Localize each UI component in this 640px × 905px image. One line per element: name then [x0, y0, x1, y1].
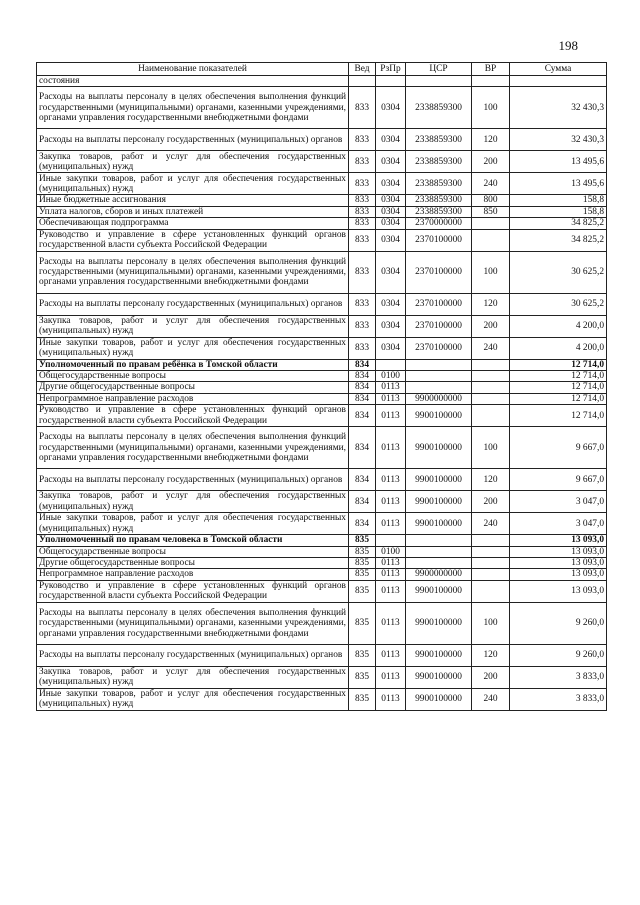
cell-sum: 34 825,2: [510, 229, 607, 251]
table-row: [37, 558, 607, 569]
cell-vr: 100: [472, 427, 510, 469]
cell-name: Иные закупки товаров, работ и услуг для обеспечения государственных (муниципальных) нужд: [37, 337, 349, 359]
cell-ved: 833: [349, 87, 376, 129]
cell-sum: 4 200,0: [510, 337, 607, 359]
cell-csr: 9900100000: [406, 405, 472, 427]
cell-name: Закупка товаров, работ и услуг для обеспечения государственных (муниципальных) нужд: [37, 491, 349, 513]
cell-csr: [406, 558, 472, 569]
cell-name: Другие общегосударственные вопросы: [37, 382, 349, 393]
cell-sum: 13 495,6: [510, 173, 607, 195]
cell-sum: 32 430,3: [510, 129, 607, 151]
cell-vr: [472, 546, 510, 557]
cell-csr: 2338859300: [406, 206, 472, 217]
cell-ved: 833: [349, 151, 376, 173]
cell-ved: 833: [349, 251, 376, 293]
cell-name: Руководство и управление в сфере установленных функций органов государственной власти субъекта Российской Федерации: [37, 229, 349, 251]
cell-sum: 9 260,0: [510, 602, 607, 644]
cell-vr: 200: [472, 151, 510, 173]
cell-csr: 9900000000: [406, 393, 472, 404]
cell-rzpr: 0113: [376, 569, 406, 580]
cell-sum: 12 714,0: [510, 393, 607, 404]
cell-sum: 158,8: [510, 195, 607, 206]
cell-name: Закупка товаров, работ и услуг для обеспечения государственных (муниципальных) нужд: [37, 151, 349, 173]
cell-csr: 2370100000: [406, 293, 472, 315]
cell-csr: [406, 371, 472, 382]
cell-rzpr: 0113: [376, 666, 406, 688]
header-vr: ВР: [472, 63, 510, 76]
cell-ved: 834: [349, 469, 376, 491]
cell-vr: 100: [472, 251, 510, 293]
table-row: [37, 569, 607, 580]
cell-csr: 9900100000: [406, 580, 472, 602]
budget-table: [36, 62, 607, 711]
cell-ved: 833: [349, 129, 376, 151]
cell-sum: 12 714,0: [510, 405, 607, 427]
table-row: [37, 405, 607, 427]
cell-vr: 240: [472, 688, 510, 710]
cell-csr: 9900100000: [406, 491, 472, 513]
cell-rzpr: 0304: [376, 87, 406, 129]
cell-sum: 158,8: [510, 206, 607, 217]
cell-vr: 200: [472, 666, 510, 688]
cell-csr: 9900100000: [406, 688, 472, 710]
table-row: [37, 393, 607, 404]
cell-rzpr: [376, 359, 406, 370]
cell-rzpr: 0113: [376, 644, 406, 666]
cell-sum: 12 714,0: [510, 371, 607, 382]
cell-csr: [406, 382, 472, 393]
cell-ved: 834: [349, 427, 376, 469]
cell-vr: [472, 76, 510, 87]
cell-name: Уполномоченный по правам человека в Томской области: [37, 535, 349, 546]
cell-sum: 3 047,0: [510, 513, 607, 535]
cell-name: Руководство и управление в сфере установленных функций органов государственной власти субъекта Российской Федерации: [37, 405, 349, 427]
header-name: Наименование показателей: [37, 63, 349, 76]
cell-name: Расходы на выплаты персоналу в целях обеспечения выполнения функций государственными (муниципальными) органами, казенными учреждениями, органами управления государственными внебюджетными фондами: [37, 87, 349, 129]
cell-ved: 833: [349, 173, 376, 195]
cell-ved: 833: [349, 218, 376, 229]
cell-name: Расходы на выплаты персоналу государственных (муниципальных) органов: [37, 469, 349, 491]
cell-name: Иные закупки товаров, работ и услуг для обеспечения государственных (муниципальных) нужд: [37, 688, 349, 710]
cell-sum: 3 047,0: [510, 491, 607, 513]
table-row: [37, 382, 607, 393]
table-body: [37, 76, 607, 711]
cell-rzpr: 0113: [376, 382, 406, 393]
cell-sum: 30 625,2: [510, 293, 607, 315]
cell-csr: 2370000000: [406, 218, 472, 229]
cell-csr: 2338859300: [406, 195, 472, 206]
cell-rzpr: 0304: [376, 251, 406, 293]
cell-rzpr: 0304: [376, 315, 406, 337]
cell-vr: [472, 580, 510, 602]
table-row: [37, 644, 607, 666]
header-rzpr: РзПр: [376, 63, 406, 76]
table-row: [37, 337, 607, 359]
header-csr: ЦСР: [406, 63, 472, 76]
table-row: [37, 151, 607, 173]
cell-vr: 100: [472, 602, 510, 644]
cell-ved: 835: [349, 602, 376, 644]
cell-sum: 3 833,0: [510, 666, 607, 688]
cell-name: Уполномоченный по правам ребёнка в Томской области: [37, 359, 349, 370]
cell-rzpr: 0100: [376, 371, 406, 382]
cell-vr: 120: [472, 129, 510, 151]
cell-vr: [472, 535, 510, 546]
cell-ved: 835: [349, 688, 376, 710]
cell-sum: [510, 76, 607, 87]
cell-csr: 2338859300: [406, 87, 472, 129]
cell-rzpr: 0113: [376, 427, 406, 469]
cell-sum: 13 495,6: [510, 151, 607, 173]
table-row: [37, 427, 607, 469]
cell-csr: 2338859300: [406, 129, 472, 151]
cell-vr: 240: [472, 173, 510, 195]
cell-name: Другие общегосударственные вопросы: [37, 558, 349, 569]
cell-rzpr: 0113: [376, 469, 406, 491]
cell-ved: 833: [349, 229, 376, 251]
cell-ved: 834: [349, 382, 376, 393]
cell-rzpr: 0100: [376, 546, 406, 557]
cell-rzpr: 0113: [376, 513, 406, 535]
cell-vr: 850: [472, 206, 510, 217]
cell-vr: 100: [472, 87, 510, 129]
cell-name: Закупка товаров, работ и услуг для обеспечения государственных (муниципальных) нужд: [37, 666, 349, 688]
cell-name: Непрограммное направление расходов: [37, 569, 349, 580]
cell-ved: 834: [349, 491, 376, 513]
cell-rzpr: 0113: [376, 405, 406, 427]
table-row: [37, 371, 607, 382]
cell-rzpr: 0113: [376, 393, 406, 404]
cell-sum: 32 430,3: [510, 87, 607, 129]
cell-ved: 833: [349, 337, 376, 359]
cell-vr: [472, 371, 510, 382]
cell-sum: 3 833,0: [510, 688, 607, 710]
cell-sum: 13 093,0: [510, 580, 607, 602]
cell-csr: 2370100000: [406, 315, 472, 337]
cell-sum: 30 625,2: [510, 251, 607, 293]
cell-name: Уплата налогов, сборов и иных платежей: [37, 206, 349, 217]
cell-vr: 200: [472, 315, 510, 337]
cell-rzpr: 0304: [376, 218, 406, 229]
cell-rzpr: 0113: [376, 558, 406, 569]
cell-ved: 835: [349, 546, 376, 557]
cell-csr: 9900100000: [406, 427, 472, 469]
cell-vr: [472, 558, 510, 569]
cell-rzpr: 0113: [376, 491, 406, 513]
cell-name: Общегосударственные вопросы: [37, 546, 349, 557]
table-header-row: [37, 63, 607, 76]
cell-rzpr: 0304: [376, 151, 406, 173]
cell-sum: 13 093,0: [510, 535, 607, 546]
cell-ved: 833: [349, 195, 376, 206]
table-row: [37, 602, 607, 644]
table-row: [37, 580, 607, 602]
cell-ved: 833: [349, 293, 376, 315]
table-row: [37, 359, 607, 370]
cell-name: Расходы на выплаты персоналу государственных (муниципальных) органов: [37, 644, 349, 666]
cell-name: состояния: [37, 76, 349, 87]
table-row: [37, 315, 607, 337]
cell-ved: 834: [349, 359, 376, 370]
cell-csr: 2370100000: [406, 229, 472, 251]
cell-csr: 2370100000: [406, 251, 472, 293]
cell-rzpr: 0304: [376, 337, 406, 359]
cell-ved: 835: [349, 580, 376, 602]
table-row: [37, 173, 607, 195]
cell-sum: 12 714,0: [510, 359, 607, 370]
cell-name: Расходы на выплаты персоналу в целях обеспечения выполнения функций государственными (муниципальными) органами, казенными учреждениями, органами управления государственными внебюджетными фондами: [37, 251, 349, 293]
cell-name: Расходы на выплаты персоналу в целях обеспечения выполнения функций государственными (муниципальными) органами, казенными учреждениями, органами управления государственными внебюджетными фондами: [37, 602, 349, 644]
cell-sum: 9 667,0: [510, 469, 607, 491]
cell-ved: 834: [349, 405, 376, 427]
cell-rzpr: 0304: [376, 206, 406, 217]
table-row: [37, 76, 607, 87]
table-row: [37, 469, 607, 491]
table-row: [37, 229, 607, 251]
cell-rzpr: [376, 535, 406, 546]
cell-ved: 835: [349, 666, 376, 688]
cell-csr: 2370100000: [406, 337, 472, 359]
cell-csr: 2338859300: [406, 151, 472, 173]
cell-rzpr: 0304: [376, 229, 406, 251]
cell-csr: [406, 546, 472, 557]
cell-csr: 9900100000: [406, 513, 472, 535]
cell-name: Иные закупки товаров, работ и услуг для обеспечения государственных (муниципальных) нужд: [37, 173, 349, 195]
cell-vr: 800: [472, 195, 510, 206]
table-row: [37, 129, 607, 151]
table-row: [37, 688, 607, 710]
table-row: [37, 251, 607, 293]
table-row: [37, 535, 607, 546]
cell-rzpr: 0304: [376, 195, 406, 206]
cell-rzpr: 0304: [376, 293, 406, 315]
table-row: [37, 513, 607, 535]
cell-ved: 834: [349, 393, 376, 404]
table-row: [37, 491, 607, 513]
cell-rzpr: 0304: [376, 129, 406, 151]
cell-csr: [406, 359, 472, 370]
cell-rzpr: 0304: [376, 173, 406, 195]
cell-sum: 34 825,2: [510, 218, 607, 229]
cell-rzpr: [376, 76, 406, 87]
cell-vr: 120: [472, 293, 510, 315]
cell-name: Обеспечивающая подпрограмма: [37, 218, 349, 229]
cell-ved: [349, 76, 376, 87]
table-row: [37, 293, 607, 315]
cell-vr: 240: [472, 337, 510, 359]
cell-ved: 834: [349, 513, 376, 535]
cell-csr: 9900100000: [406, 602, 472, 644]
cell-csr: 2338859300: [406, 173, 472, 195]
cell-name: Иные закупки товаров, работ и услуг для обеспечения государственных (муниципальных) нужд: [37, 513, 349, 535]
cell-sum: 12 714,0: [510, 382, 607, 393]
cell-vr: 120: [472, 469, 510, 491]
cell-vr: 240: [472, 513, 510, 535]
cell-csr: 9900100000: [406, 644, 472, 666]
cell-name: Общегосударственные вопросы: [37, 371, 349, 382]
table-row: [37, 666, 607, 688]
cell-sum: 4 200,0: [510, 315, 607, 337]
cell-vr: 200: [472, 491, 510, 513]
cell-ved: 835: [349, 644, 376, 666]
cell-csr: [406, 76, 472, 87]
cell-vr: [472, 405, 510, 427]
cell-ved: 835: [349, 535, 376, 546]
table-row: [37, 218, 607, 229]
cell-name: Расходы на выплаты персоналу государственных (муниципальных) органов: [37, 129, 349, 151]
cell-name: Непрограммное направление расходов: [37, 393, 349, 404]
cell-csr: 9900100000: [406, 666, 472, 688]
cell-vr: [472, 218, 510, 229]
cell-rzpr: 0113: [376, 580, 406, 602]
cell-name: Расходы на выплаты персоналу в целях обеспечения выполнения функций государственными (муниципальными) органами, казенными учреждениями, органами управления государственными внебюджетными фондами: [37, 427, 349, 469]
cell-csr: 9900100000: [406, 469, 472, 491]
table-row: [37, 87, 607, 129]
cell-sum: 13 093,0: [510, 569, 607, 580]
cell-csr: [406, 535, 472, 546]
cell-rzpr: 0113: [376, 688, 406, 710]
cell-sum: 13 093,0: [510, 546, 607, 557]
cell-rzpr: 0113: [376, 602, 406, 644]
cell-csr: 9900000000: [406, 569, 472, 580]
cell-vr: [472, 382, 510, 393]
table-row: [37, 206, 607, 217]
cell-vr: [472, 569, 510, 580]
cell-vr: [472, 229, 510, 251]
cell-ved: 833: [349, 206, 376, 217]
table-row: [37, 195, 607, 206]
cell-ved: 833: [349, 315, 376, 337]
cell-vr: [472, 359, 510, 370]
cell-sum: 9 260,0: [510, 644, 607, 666]
cell-name: Закупка товаров, работ и услуг для обеспечения государственных (муниципальных) нужд: [37, 315, 349, 337]
cell-name: Руководство и управление в сфере установленных функций органов государственной власти субъекта Российской Федерации: [37, 580, 349, 602]
cell-name: Расходы на выплаты персоналу государственных (муниципальных) органов: [37, 293, 349, 315]
header-sum: Сумма: [510, 63, 607, 76]
cell-ved: 835: [349, 558, 376, 569]
cell-sum: 9 667,0: [510, 427, 607, 469]
cell-vr: [472, 393, 510, 404]
header-ved: Вед: [349, 63, 376, 76]
cell-name: Иные бюджетные ассигнования: [37, 195, 349, 206]
cell-vr: 120: [472, 644, 510, 666]
cell-sum: 13 093,0: [510, 558, 607, 569]
cell-ved: 835: [349, 569, 376, 580]
cell-ved: 834: [349, 371, 376, 382]
page-number: 198: [558, 38, 578, 53]
table-row: [37, 546, 607, 557]
